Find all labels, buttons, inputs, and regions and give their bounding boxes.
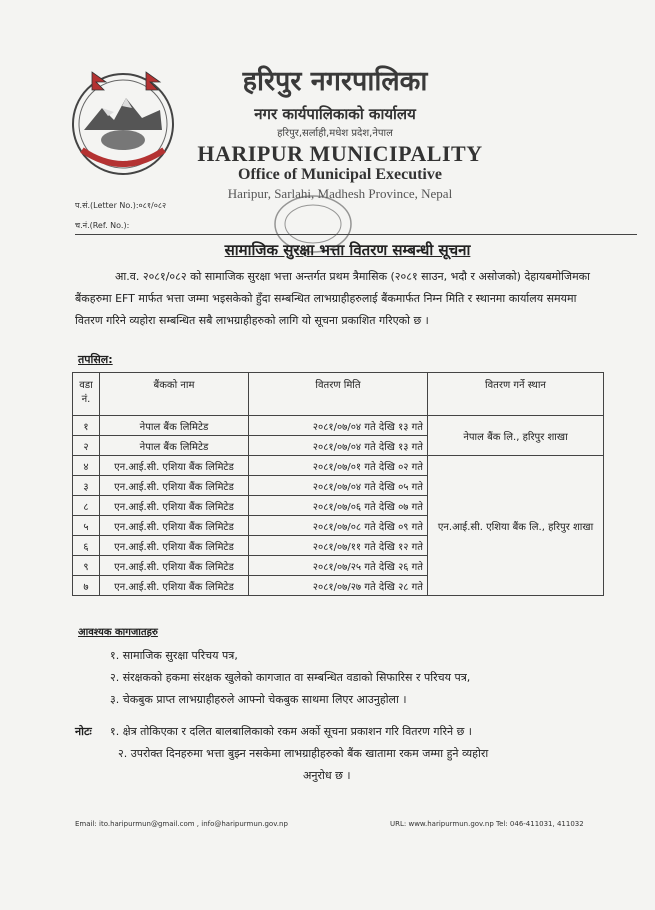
date-cell: २०८१/०७/०४ गते देखि १३ गते — [249, 416, 428, 436]
note-item: १. क्षेत्र तोकिएका र दलित बालबालिकाको रकम अर्को सूचना प्रकाशन गरि वितरण गरिने छ । — [110, 725, 472, 738]
document-item: २. संरक्षकको हकमा संरक्षक खुलेको कागजात वा सम्बन्धित वडाको सिफारिस र परिचय पत्र, — [110, 671, 471, 684]
letter-number: प.सं.(Letter No.):०८१/०८२ — [75, 201, 167, 210]
municipality-title-english: HARIPUR MUNICIPALITY — [197, 141, 483, 166]
bank-cell: एन.आई.सी. एशिया बैंक लिमिटेड — [100, 576, 249, 596]
date-cell: २०८१/०७/०४ गते देखि १३ गते — [249, 436, 428, 456]
footer-email: Email: ito.haripurmun@gmail.com , info@haripurmun.gov.np — [75, 820, 288, 828]
ward-cell: ३ — [73, 476, 100, 496]
ward-cell: २ — [73, 436, 100, 456]
details-label: तपसिल: — [78, 353, 113, 366]
ward-cell: ८ — [73, 496, 100, 516]
bank-cell: एन.आई.सी. एशिया बैंक लिमिटेड — [100, 536, 249, 556]
ward-cell: १ — [73, 416, 100, 436]
ward-cell: ४ — [73, 456, 100, 476]
bank-cell: एन.आई.सी. एशिया बैंक लिमिटेड — [100, 556, 249, 576]
ward-cell: ७ — [73, 576, 100, 596]
header-divider — [75, 234, 637, 235]
notice-subject: सामाजिक सुरक्षा भत्ता वितरण सम्बन्धी सूचना — [224, 241, 471, 259]
table-header-row — [73, 373, 604, 416]
distribution-table — [72, 372, 604, 596]
date-cell: २०८१/०७/११ गते देखि १२ गते — [249, 536, 428, 556]
note-label: नोटः — [75, 725, 92, 738]
ward-cell: ५ — [73, 516, 100, 536]
required-documents-label: आवश्यक कागजातहरु — [78, 627, 158, 638]
address-nepali: हरिपुर,सर्लाही,मधेश प्रदेश,नेपाल — [277, 128, 393, 139]
bank-cell: नेपाल बैंक लिमिटेड — [100, 416, 249, 436]
ward-column-header: वडा नं. — [73, 373, 100, 416]
place-cell: एन.आई.सी. एशिया बैंक लि., हरिपुर शाखा — [428, 456, 604, 596]
bank-cell: नेपाल बैंक लिमिटेड — [100, 436, 249, 456]
date-cell: २०८१/०७/२७ गते देखि २८ गते — [249, 576, 428, 596]
footer-url: URL: www.haripurmun.gov.np Tel: 046-411031, 411032 — [390, 820, 584, 828]
bank-column-header: बैंकको नाम — [100, 373, 249, 416]
date-column-header: वितरण मिति — [249, 373, 428, 416]
date-cell: २०८१/०७/०१ गते देखि ०२ गते — [249, 456, 428, 476]
note-item: २. उपरोक्त दिनहरुमा भत्ता बुझ्न नसकेमा लाभग्राहीहरुको बैंक खातामा रकम जम्मा हुने व्यहोरा — [118, 747, 489, 760]
ward-cell: ९ — [73, 556, 100, 576]
municipality-title-nepali: हरिपुर नगरपालिका — [242, 66, 428, 97]
bank-cell: एन.आई.सी. एशिया बैंक लिमिटेड — [100, 496, 249, 516]
document-item: ३. चेकबुक प्राप्त लाभग्राहीहरुले आफ्नो चेकबुक साथमा लिएर आउनुहोला । — [110, 693, 407, 706]
table-row — [73, 416, 604, 436]
bank-cell: एन.आई.सी. एशिया बैंक लिमिटेड — [100, 476, 249, 496]
bank-cell: एन.आई.सी. एशिया बैंक लिमिटेड — [100, 456, 249, 476]
document-item: १. सामाजिक सुरक्षा परिचय पत्र, — [110, 649, 238, 662]
reference-number: च.नं.(Ref. No.): — [75, 221, 130, 230]
notice-paragraph: आ.व. २०८१/०८२ को सामाजिक सुरक्षा भत्ता अन्तर्गत प्रथम त्रैमासिक (२०८१ साउन, भदौ र असोजको) देहायबमोजिमका बैंकहरुमा EFT मार्फत भत्ता जम्मा भइसकेको हुँदा सम्बन्धित लाभग्राहीहरुलाई बैंकमार्फत निम्न मिति र स्थानमा कार्यालय समयमा वितरण गरिने व्यहोरा सम्बन्धित सबै लाभग्राहीहरुको लागि यो सूचना प्रकाशित गरिएको छ । — [75, 270, 590, 327]
ward-cell: ६ — [73, 536, 100, 556]
date-cell: २०८१/०७/०६ गते देखि ०७ गते — [249, 496, 428, 516]
place-cell: नेपाल बैंक लि., हरिपुर शाखा — [428, 416, 604, 456]
address-english: Haripur, Sarlahi, Madhesh Province, Nepal — [227, 186, 453, 201]
date-cell: २०८१/०७/२५ गते देखि २६ गते — [249, 556, 428, 576]
government-emblem-icon — [62, 60, 184, 182]
bank-cell: एन.आई.सी. एशिया बैंक लिमिटेड — [100, 516, 249, 536]
date-cell: २०८१/०७/०८ गते देखि ०९ गते — [249, 516, 428, 536]
office-title-english: Office of Municipal Executive — [238, 166, 442, 183]
date-cell: २०८१/०७/०४ गते देखि ०५ गते — [249, 476, 428, 496]
note-item: अनुरोध छ । — [303, 769, 351, 782]
table-row — [73, 456, 604, 476]
place-column-header: वितरण गर्ने स्थान — [428, 373, 604, 416]
office-title-nepali: नगर कार्यपालिकाको कार्यालय — [254, 105, 416, 123]
